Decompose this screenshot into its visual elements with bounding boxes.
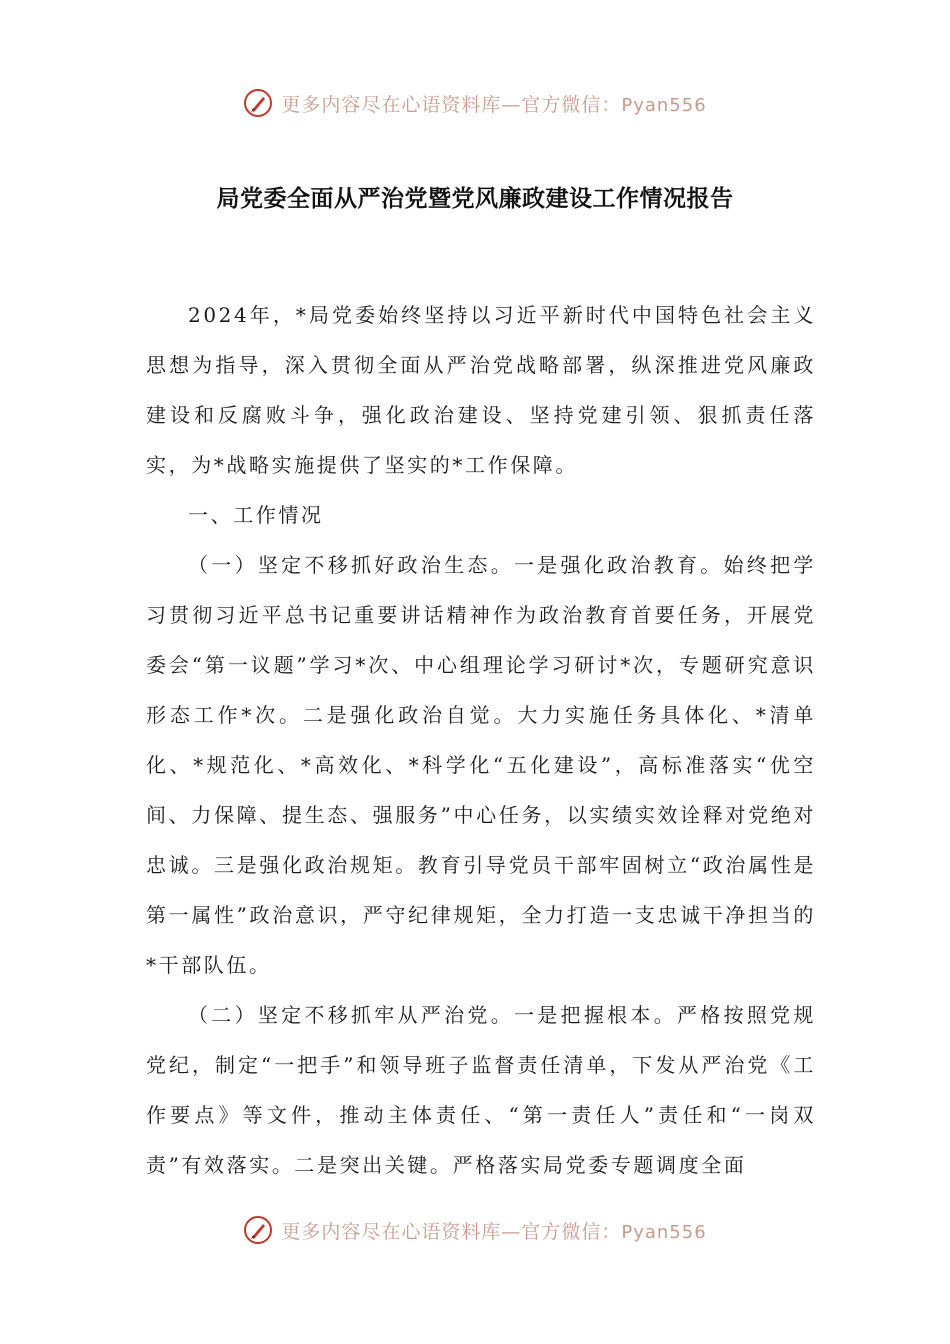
quill-logo-icon: [243, 1215, 273, 1245]
watermark-footer: [0, 1210, 950, 1250]
quill-logo-icon: [243, 88, 273, 118]
intro-paragraph: 2024年，*局党委始终坚持以习近平新时代中国特色社会主义思想为指导，深入贯彻全面从严治党战略部署，纵深推进党风廉政建设和反腐败斗争，强化政治建设、坚持党建引领、狠抓责任落实，为*战略实施提供了坚实的*工作保障。: [146, 303, 816, 477]
body-paragraph: （一）坚定不移抓好政治生态。一是强化政治教育。始终把学习贯彻习近平总书记重要讲话精神作为政治教育首要任务，开展党委会“第一议题”学习*次、中心组理论学习研讨*次，专题研究意识形态工作*次。二是强化政治自觉。大力实施任务具体化、*清单化、*规范化、*高效化、*科学化“五化建设”，高标准落实“优空间、力保障、提生态、强服务”中心任务，以实绩实效诠释对党绝对忠诚。三是强化政治规矩。教育引导党员干部牢固树立“政治属性是第一属性”政治意识，严守纪律规矩，全力打造一支忠诚干净担当的*干部队伍。: [146, 553, 816, 977]
document-body: [146, 290, 816, 1190]
watermark-text: 更多内容尽在心语资料库—官方微信：Pyan556: [281, 1220, 707, 1243]
document-title: 局党委全面从严治党暨党风廉政建设工作情况报告: [216, 185, 734, 212]
watermark-header: [0, 83, 950, 123]
watermark-text: 更多内容尽在心语资料库—官方微信：Pyan556: [281, 93, 707, 116]
section-heading: 一、工作情况: [188, 503, 324, 527]
body-paragraph: （二）坚定不移抓牢从严治党。一是把握根本。严格按照党规党纪，制定“一把手”和领导班子监督责任清单，下发从严治党《工作要点》等文件，推动主体责任、“第一责任人”责任和“一岗双责”有效落实。二是突出关键。严格落实局党委专题调度全面: [146, 1003, 816, 1177]
